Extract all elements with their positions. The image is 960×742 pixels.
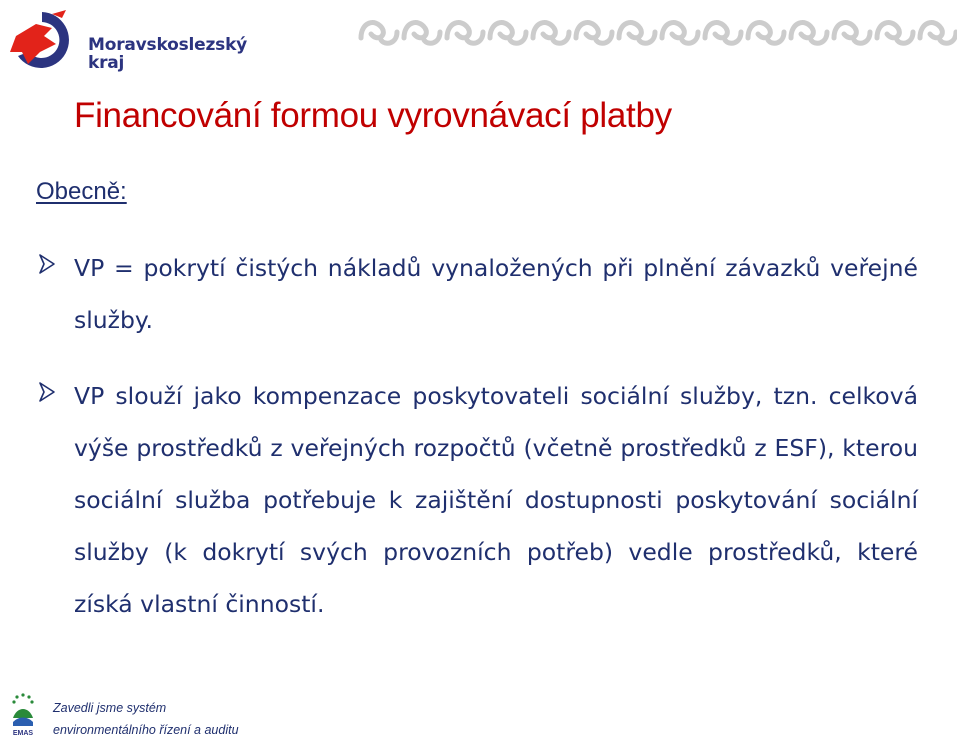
section-subheading: Obecně: — [36, 178, 127, 205]
arrow-bullet-icon — [38, 381, 56, 403]
footer-note — [53, 697, 239, 741]
footer-line1: Zavedli jsme systém — [53, 701, 167, 715]
bullet-item — [30, 370, 918, 630]
emas-logo — [8, 692, 38, 738]
decorative-wave-pattern-icon — [357, 14, 957, 48]
emas-label: EMAS — [12, 730, 34, 737]
moravskoslezsky-kraj-logo-icon — [6, 6, 82, 72]
region-name-line1: Moravskoslezský — [88, 35, 248, 55]
bullet-text: VP slouží jako kompenzace poskytovateli sociální služby, tzn. celková výše prostředků z veřejných rozpočtů (včetně prostředků z ESF), kterou sociální služba potřebuje k zajištění dostupnosti poskytování sociální služby (k dokrytí svých provozních potřeb) vedle prostředků, které získá vlastní činností. — [74, 382, 918, 618]
region-logo — [6, 6, 248, 73]
region-name-line2: kraj — [88, 53, 125, 73]
emas-logo-icon — [8, 692, 38, 738]
bullet-text: VP = pokrytí čistých nákladů vynaložených při plnění závazků veřejné služby. — [74, 254, 918, 334]
slide-title: Financování formou vyrovnávací platby — [74, 96, 672, 135]
bullet-item — [30, 242, 918, 346]
arrow-bullet-icon — [38, 253, 56, 275]
bullet-list — [30, 242, 918, 654]
region-name — [88, 36, 247, 72]
footer-line2: environmentálního řízení a auditu — [53, 723, 239, 737]
